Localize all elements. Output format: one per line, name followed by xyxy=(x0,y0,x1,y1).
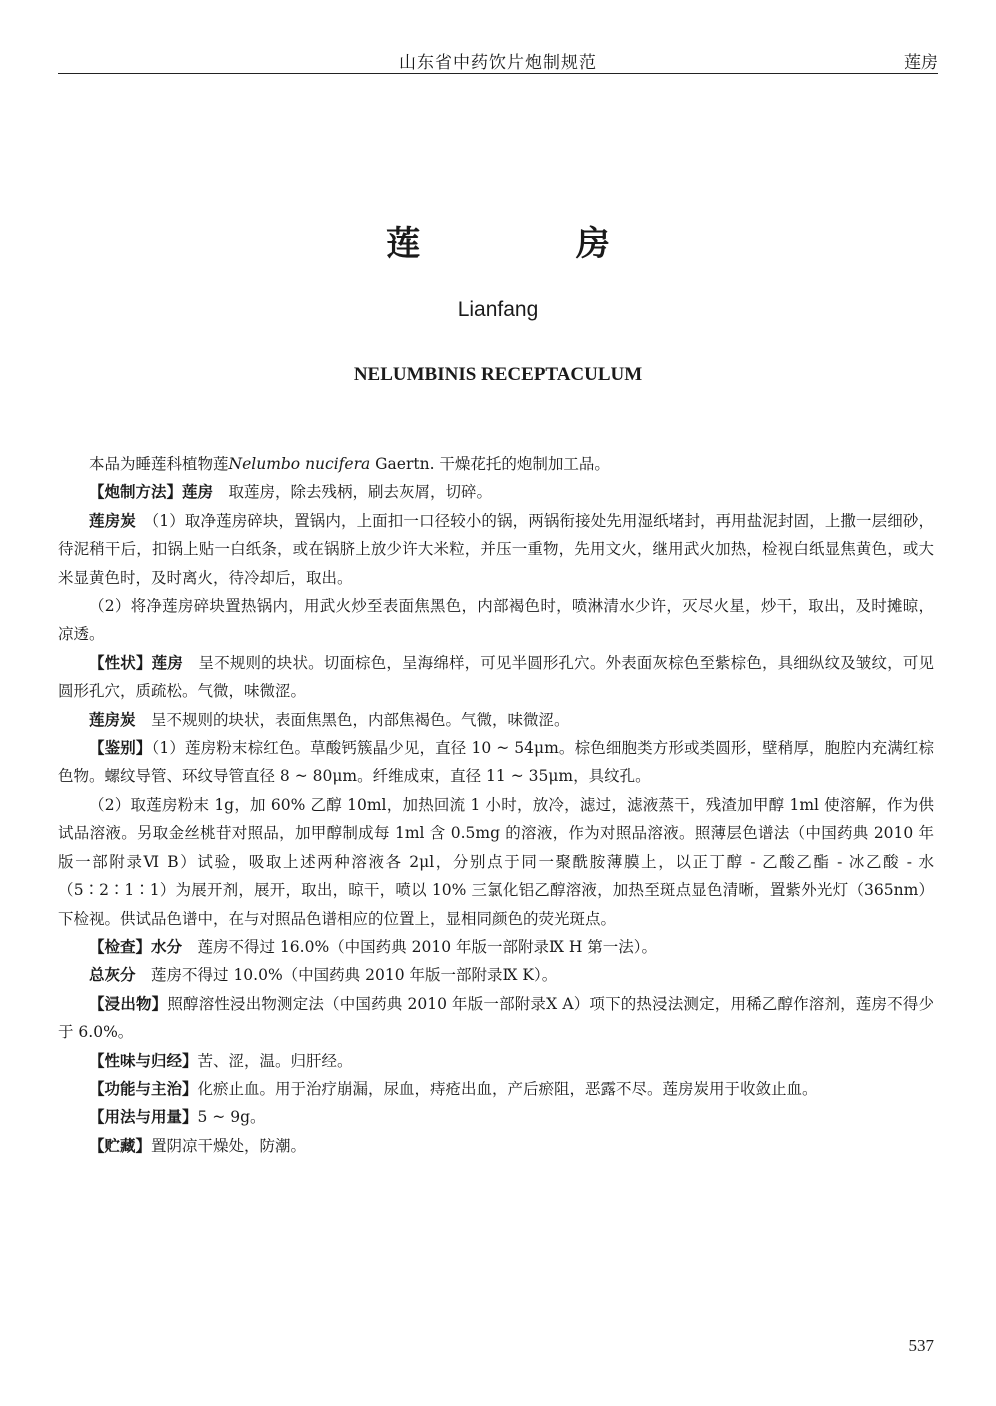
identification-label: 【鉴别】 xyxy=(89,739,152,758)
extract-section: 【浸出物】照醇溶性浸出物测定法（中国药典 2010 年版一部附录Ⅹ A）项下的热浸法测定，用稀乙醇作溶剂，莲房不得少于 6.0%。 xyxy=(58,994,934,1042)
book-title: 山东省中药饮片炮制规范 xyxy=(399,53,597,73)
charcoal-label: 莲房炭 xyxy=(89,511,136,530)
function-label: 【功能与主治】 xyxy=(89,1079,198,1098)
pinyin-name: Lianfang xyxy=(457,298,539,321)
storage-label: 【贮藏】 xyxy=(89,1136,152,1155)
processing-section: 【炮制方法】莲房 取莲房，除去残柄，刷去灰屑，切碎。 xyxy=(89,483,493,502)
inspection-label: 【检查】水分 xyxy=(89,937,183,956)
identification-tlc: （2）取莲房粉末 1g，加 60% 乙醇 10ml，加热回流 1 小时，放冷，滤过，滤液蒸干，残渣加甲醇 1ml 使溶解，作为供试品溶液。另取金丝桃苷对照品，加甲醇制成每 1ml 含 0.5mg 的溶液，作为对照品溶液。照薄层色谱法（中国药典 2010 年版一部附录Ⅵ B）试验，吸取上述两种溶液各 2μl，分别点于同一聚酰胺薄膜上，以正丁醇 - 乙酸乙酯 - 冰乙酸 - 水（5∶2∶1∶1）为展开剂，展开，取出，晾干，喷以 10% 三氯化铝乙醇溶液，加热至斑点显色清晰，置紫外光灯（365nm）下检视。供试品色谱中，在与对照品色谱相应的位置上，显相同颜色的荧光斑点。 xyxy=(58,795,934,928)
section-label: 莲房 xyxy=(904,53,938,73)
identification-section: 【鉴别】（1）莲房粉末棕红色。草酸钙簇晶少见，直径 10 ~ 54μm。棕色细胞类方形或类圆形，壁稍厚，胞腔内充满红棕色物。螺纹导管、环纹导管直径 8 ~ 80μm。纤维成束，直径 11 ~ 35μm，具纹孔。 xyxy=(58,739,934,786)
description-section: 【性状】莲房 呈不规则的块状。切面棕色，呈海绵样，可见半圆形孔穴。外表面灰棕色至紫棕色，具细纵纹及皱纹，可见圆形孔穴，质疏松。气微，味微涩。 xyxy=(58,653,934,701)
charcoal-method-2: （2）将净莲房碎块置热锅内，用武火炒至表面焦黑色，内部褐色时，喷淋清水少许，灭尽火星，炒干，取出，及时摊晾，凉透。 xyxy=(58,597,934,644)
header-rule xyxy=(58,73,938,74)
description-label: 【性状】莲房 xyxy=(89,653,183,672)
running-header xyxy=(58,40,938,74)
inspection-section: 【检查】水分 莲房不得过 16.0%（中国药典 2010 年版一部附录Ⅸ H 第一法）。 xyxy=(89,937,658,956)
charcoal-method-1: 莲房炭 （1）取净莲房碎块，置锅内，上面扣一口径较小的锅，两锅衔接处先用湿纸堵封，再用盐泥封固，上撒一层细砂，待泥稍干后，扣锅上贴一白纸条，或在锅脐上放少许大米粒，并压一重物，先用文火，继用武火加热，检视白纸显焦黄色，或大米显黄色时，及时离火，待冷却后，取出。 xyxy=(58,511,934,587)
nature-meridian-section: 【性味与归经】苦、涩，温。归肝经。 xyxy=(89,1051,353,1070)
page-number: 537 xyxy=(908,1336,934,1355)
charcoal-description: 莲房炭 呈不规则的块状，表面焦黑色，内部焦褐色。气微，味微涩。 xyxy=(89,710,570,729)
entry-title: 莲 房 xyxy=(386,224,682,264)
source-paragraph: 本品为睡莲科植物莲Nelumbo nucifera Gaertn. 干燥花托的炮制加工品。 xyxy=(89,455,610,473)
processing-label: 【炮制方法】莲房 xyxy=(89,483,214,502)
charcoal-description-label: 莲房炭 xyxy=(89,710,136,729)
total-ash-label: 总灰分 xyxy=(89,966,136,985)
species-name: Nelumbo nucifera xyxy=(228,455,371,473)
nature-meridian-label: 【性味与归经】 xyxy=(89,1051,198,1070)
function-section: 【功能与主治】化瘀止血。用于治疗崩漏，尿血，痔疮出血，产后瘀阻，恶露不尽。莲房炭用于收敛止血。 xyxy=(89,1079,818,1098)
extract-label: 【浸出物】 xyxy=(89,994,168,1013)
latin-name: NELUMBINIS RECEPTACULUM xyxy=(353,364,643,385)
dosage-section: 【用法与用量】5 ~ 9g。 xyxy=(89,1108,266,1127)
storage-section: 【贮藏】置阴凉干燥处，防潮。 xyxy=(89,1136,307,1155)
dosage-label: 【用法与用量】 xyxy=(89,1108,198,1127)
total-ash: 总灰分 莲房不得过 10.0%（中国药典 2010 年版一部附录Ⅸ K）。 xyxy=(89,966,558,985)
monograph-body xyxy=(58,450,934,1160)
